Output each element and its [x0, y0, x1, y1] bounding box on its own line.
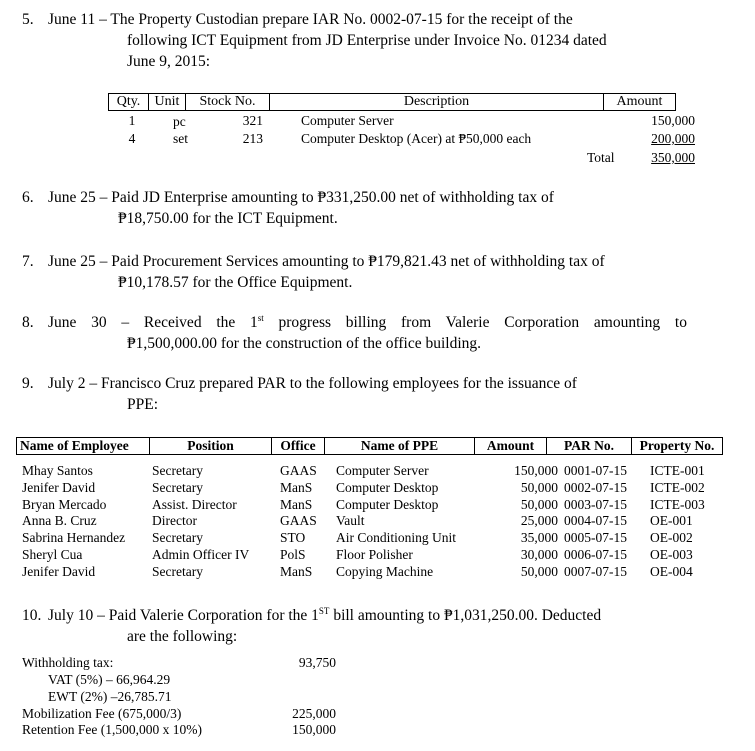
mobilization-fee-value: 225,000 [292, 706, 336, 721]
iar-header-qty: Qty. [109, 94, 149, 111]
par-cell-office: ManS [280, 563, 313, 579]
iar-header-amount: Amount [604, 94, 676, 111]
par-header-amount: Amount [475, 438, 547, 455]
par-cell-amount: 25,000 [520, 513, 558, 529]
par-cell-name: Sabrina Hernandez [22, 530, 126, 546]
withholding-tax-label: Withholding tax: [22, 655, 114, 670]
par-cell-property-no: OE-003 [650, 546, 693, 562]
par-header-property-no: Property No. [632, 438, 723, 455]
table-row [22, 497, 730, 514]
par-cell-name: Jenifer David [22, 563, 96, 579]
par-header-par-no: PAR No. [547, 438, 632, 455]
par-cell-ppe: Computer Server [336, 463, 429, 478]
par-cell-position: Secretary [152, 479, 203, 495]
par-cell-par-no: 0004-07-15 [564, 513, 627, 529]
par-cell-amount: 50,000 [520, 479, 558, 495]
par-cell-ppe: Computer Desktop [336, 496, 439, 512]
par-cell-office: GAAS [280, 463, 317, 478]
par-cell-par-no: 0007-07-15 [564, 563, 627, 579]
item-10-line-1-b: bill amounting to ₱1,031,250.00. Deducted [329, 607, 602, 624]
par-cell-property-no: ICTE-001 [650, 463, 705, 478]
iar-row-1-unit: pc [173, 114, 186, 129]
ewt-line: EWT (2%) –26,785.71 [48, 689, 172, 704]
par-cell-office: ManS [280, 479, 313, 495]
item-8-superscript: st [257, 312, 264, 323]
item-10-superscript: ST [318, 605, 330, 616]
iar-total-value: 350,000 [651, 150, 695, 165]
item-8-number: 8. [22, 314, 34, 331]
par-cell-amount: 150,000 [514, 463, 558, 478]
item-5-line-3: June 9, 2015: [127, 53, 211, 70]
par-cell-ppe: Air Conditioning Unit [336, 530, 457, 546]
par-cell-amount: 50,000 [520, 496, 558, 512]
par-cell-par-no: 0002-07-15 [564, 479, 627, 495]
par-cell-ppe: Copying Machine [336, 563, 434, 579]
par-cell-position: Secretary [152, 463, 203, 478]
item-7-line-1: June 25 – Paid Procurement Services amounting to ₱179,821.43 net of withholding tax of [48, 253, 605, 270]
iar-header-stock: Stock No. [186, 94, 270, 111]
item-8-line-1-b: progress billing from Valerie Corporation amounting to [263, 314, 687, 331]
table-row [22, 463, 730, 480]
item-6-line-2: ₱18,750.00 for the ICT Equipment. [118, 210, 338, 227]
par-cell-name: Sheryl Cua [22, 546, 83, 562]
item-9-number: 9. [22, 375, 34, 392]
table-row [22, 480, 730, 497]
item-5-line-1: June 11 – The Property Custodian prepare IAR No. 0002-07-15 for the receipt of the [48, 11, 573, 28]
par-table-body [22, 463, 730, 581]
item-8-line-2: ₱1,500,000.00 for the construction of the office building. [127, 335, 482, 352]
table-row [22, 513, 730, 530]
iar-row-2-stock: 213 [242, 131, 263, 146]
par-cell-amount: 35,000 [520, 530, 558, 546]
iar-header-description: Description [270, 94, 604, 111]
par-cell-office: PolS [280, 546, 306, 562]
iar-total-label: Total [587, 150, 615, 165]
table-row [22, 530, 730, 547]
par-cell-position: Director [152, 513, 197, 529]
par-cell-property-no: OE-004 [650, 563, 693, 579]
item-8-line-1 [48, 313, 687, 333]
iar-header-unit: Unit [149, 94, 186, 111]
item-10-line-1 [48, 606, 601, 626]
item-10-number: 10. [22, 607, 42, 624]
par-cell-ppe: Floor Polisher [336, 546, 413, 562]
item-6-line-1: June 25 – Paid JD Enterprise amounting to ₱331,250.00 net of withholding tax of [48, 189, 554, 206]
iar-row-2-amount: 200,000 [651, 131, 695, 146]
par-cell-par-no: 0003-07-15 [564, 496, 627, 512]
par-cell-name: Bryan Mercado [22, 496, 107, 512]
iar-row-1-description: Computer Server [301, 113, 394, 128]
item-5-line-2: following ICT Equipment from JD Enterprise under Invoice No. 01234 dated [127, 32, 607, 49]
par-header-ppe: Name of PPE [325, 438, 475, 455]
par-table-header [16, 437, 723, 455]
par-cell-property-no: OE-002 [650, 530, 693, 546]
par-cell-ppe: Vault [336, 513, 365, 529]
item-9-line-1: July 2 – Francisco Cruz prepared PAR to the following employees for the issuance of [48, 375, 577, 392]
item-8-line-1-a: June 30 – Received the 1 [48, 314, 258, 331]
item-10-line-1-a: July 10 – Paid Valerie Corporation for the 1 [48, 607, 319, 624]
table-row [22, 547, 730, 564]
iar-row-1-qty: 1 [128, 113, 136, 128]
par-cell-position: Assist. Director [152, 496, 237, 512]
item-10-line-2: are the following: [127, 628, 238, 645]
par-cell-name: Mhay Santos [22, 463, 93, 478]
mobilization-fee-label: Mobilization Fee (675,000/3) [22, 706, 182, 721]
par-header-office: Office [272, 438, 325, 455]
item-7-line-2: ₱10,178.57 for the Office Equipment. [118, 274, 353, 291]
par-cell-amount: 30,000 [520, 546, 558, 562]
par-cell-ppe: Computer Desktop [336, 479, 439, 495]
withholding-tax-value: 93,750 [298, 655, 336, 670]
retention-fee-label: Retention Fee (1,500,000 x 10%) [22, 722, 202, 737]
iar-row-2-qty: 4 [128, 131, 136, 146]
par-cell-position: Secretary [152, 530, 203, 546]
par-header-position: Position [150, 438, 272, 455]
iar-table-header [108, 93, 676, 111]
iar-row-1-stock: 321 [242, 113, 263, 128]
item-5-number: 5. [22, 11, 34, 28]
par-cell-par-no: 0001-07-15 [564, 463, 627, 478]
par-cell-property-no: ICTE-003 [650, 496, 705, 512]
table-row [22, 564, 730, 581]
item-9-line-2: PPE: [127, 396, 159, 413]
par-cell-office: STO [280, 530, 306, 546]
par-cell-office: ManS [280, 496, 313, 512]
par-cell-office: GAAS [280, 513, 317, 529]
item-6-number: 6. [22, 189, 34, 206]
retention-fee-value: 150,000 [292, 722, 336, 737]
par-cell-property-no: ICTE-002 [650, 479, 705, 495]
par-cell-amount: 50,000 [520, 563, 558, 579]
par-cell-par-no: 0006-07-15 [564, 546, 627, 562]
item-7-number: 7. [22, 253, 34, 270]
par-cell-position: Secretary [152, 563, 203, 579]
par-header-employee: Name of Employee [17, 438, 150, 455]
par-cell-name: Jenifer David [22, 479, 96, 495]
iar-row-1-amount: 150,000 [651, 113, 695, 128]
iar-row-2-description: Computer Desktop (Acer) at ₱50,000 each [301, 131, 532, 146]
par-cell-position: Admin Officer IV [152, 546, 250, 562]
par-cell-property-no: OE-001 [650, 513, 693, 529]
vat-line: VAT (5%) – 66,964.29 [48, 672, 171, 687]
par-cell-name: Anna B. Cruz [22, 513, 97, 529]
par-cell-par-no: 0005-07-15 [564, 530, 627, 546]
iar-row-2-unit: set [173, 131, 188, 146]
